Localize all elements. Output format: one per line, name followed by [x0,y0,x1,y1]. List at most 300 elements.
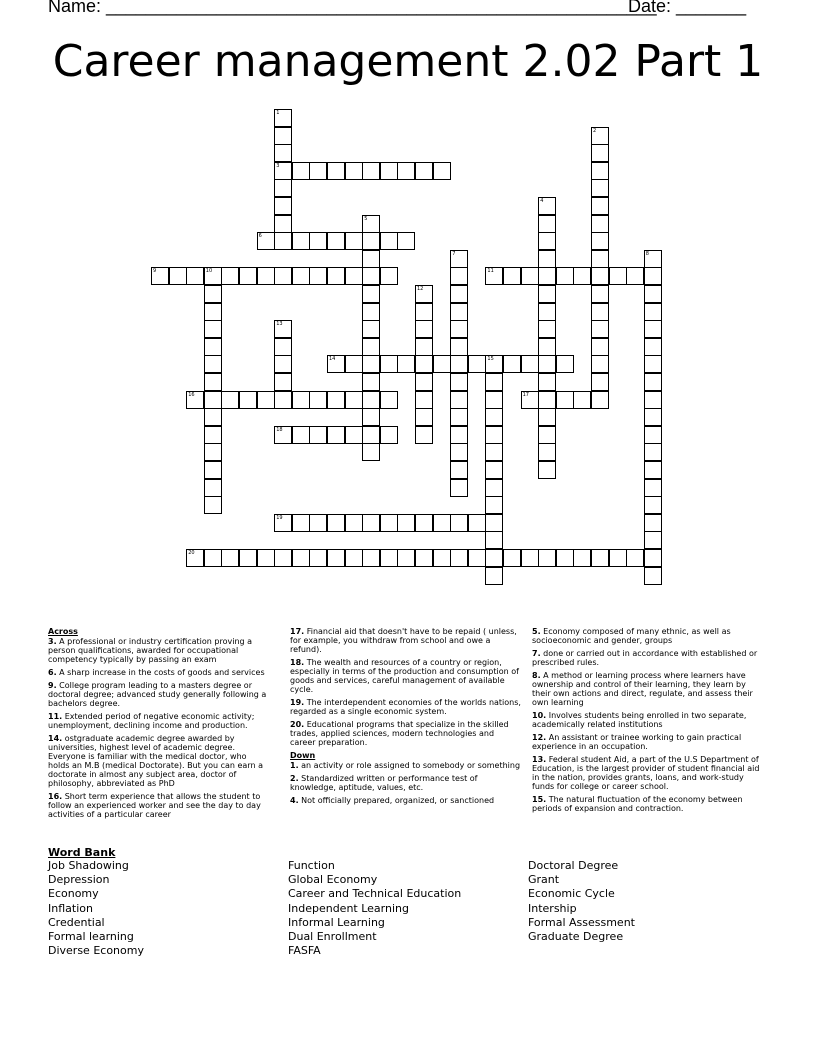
crossword-cell[interactable] [186,391,204,409]
crossword-cell[interactable] [538,338,556,356]
crossword-cell[interactable] [204,391,222,409]
crossword-cell[interactable] [450,461,468,479]
crossword-cell[interactable] [397,162,415,180]
clue-text: The wealth and resources of a country or region, especially in terms of the production and consumption of goods and services, careful management of available cycle. [290,658,519,694]
crossword-cell[interactable] [362,285,380,303]
crossword-cell[interactable] [450,303,468,321]
crossword-cell[interactable] [609,267,627,285]
crossword-cell[interactable] [380,391,398,409]
crossword-cell[interactable] [204,426,222,444]
crossword-cell[interactable] [450,514,468,532]
clue-number-label: 2. [290,774,299,783]
clue-text: Not officially prepared, organized, or sanctioned [298,796,495,805]
crossword-cell[interactable] [204,267,222,285]
crossword-cell[interactable] [538,267,556,285]
crossword-cell[interactable] [274,549,292,567]
crossword-cell[interactable] [221,391,239,409]
crossword-cell[interactable] [309,232,327,250]
crossword-cell[interactable] [186,549,204,567]
clue-number: 11 [487,268,494,275]
crossword-cell[interactable] [538,461,556,479]
crossword-cell[interactable] [450,320,468,338]
crossword-cell[interactable] [485,531,503,549]
crossword-cell[interactable] [644,426,662,444]
crossword-cell[interactable] [644,303,662,321]
crossword-cell[interactable] [521,549,539,567]
crossword-cell[interactable] [362,338,380,356]
word-bank-item: Career and Technical Education [288,887,462,901]
crossword-cell[interactable] [345,232,363,250]
clue-number-label: 8. [532,671,541,680]
clue-item [532,649,764,667]
crossword-cell[interactable] [591,215,609,233]
word-bank-item: Diverse Economy [48,944,144,958]
clue-number-label: 6. [48,668,57,677]
crossword-cell[interactable] [292,426,310,444]
crossword-cell[interactable] [274,179,292,197]
crossword-cell[interactable] [327,232,345,250]
crossword-cell[interactable] [591,391,609,409]
crossword-cell[interactable] [538,285,556,303]
crossword-cell[interactable] [644,338,662,356]
crossword-cell[interactable] [644,531,662,549]
crossword-cell[interactable] [468,514,486,532]
crossword-cell[interactable] [415,320,433,338]
crossword-cell[interactable] [485,496,503,514]
crossword-cell[interactable] [415,549,433,567]
crossword-cell[interactable] [204,479,222,497]
clue-item [532,627,764,645]
crossword-cell[interactable] [644,443,662,461]
crossword-cell[interactable] [204,320,222,338]
crossword-cell[interactable] [309,426,327,444]
crossword-cell[interactable] [538,197,556,215]
crossword-cell[interactable] [169,267,187,285]
crossword-cell[interactable] [591,355,609,373]
crossword-cell[interactable] [345,267,363,285]
crossword-cell[interactable] [644,285,662,303]
crossword-cell[interactable] [397,549,415,567]
crossword-cell[interactable] [204,285,222,303]
crossword-cell[interactable] [591,267,609,285]
word-bank-item: Formal learning [48,930,134,944]
crossword-cell[interactable] [309,267,327,285]
crossword-cell[interactable] [274,391,292,409]
crossword-cell[interactable] [274,267,292,285]
crossword-cell[interactable] [380,514,398,532]
clue-number: 17 [522,391,529,398]
clue-item [290,796,522,805]
crossword-cell[interactable] [556,391,574,409]
crossword-cell[interactable] [345,391,363,409]
crossword-cell[interactable] [415,391,433,409]
crossword-cell[interactable] [362,426,380,444]
crossword-cell[interactable] [538,303,556,321]
clue-item [290,627,522,654]
word-bank-title: Word Bank [48,846,116,859]
crossword-cell[interactable] [644,567,662,585]
clue-text: ostgraduate academic degree awarded by universities, highest level of academic degree. Everyone is familiar with the medical doctor, who holds an M.B (medical Doctorate). But you can earn a doctorate in almost any subject area, doctor of philosophy, abbreviated as PhD [48,734,263,788]
word-bank-item: Credential [48,915,105,929]
crossword-cell[interactable] [591,373,609,391]
crossword-cell[interactable] [292,232,310,250]
clue-text: Short term experience that allows the student to follow an experienced worker and see the day to day activities of a particular career [48,792,261,819]
crossword-cell[interactable] [345,162,363,180]
crossword-cell[interactable] [380,549,398,567]
clue-number-label: 7. [532,649,541,658]
crossword-cell[interactable] [309,162,327,180]
crossword-cell[interactable] [309,514,327,532]
crossword-cell[interactable] [556,355,574,373]
crossword-cell[interactable] [415,514,433,532]
crossword-cell[interactable] [362,549,380,567]
clue-number-label: 13. [532,755,547,764]
crossword-cell[interactable] [433,355,451,373]
crossword-cell[interactable] [204,338,222,356]
crossword-cell[interactable] [450,355,468,373]
crossword-cell[interactable] [345,514,363,532]
crossword-cell[interactable] [450,338,468,356]
clue-item [48,712,270,730]
crossword-cell[interactable] [274,373,292,391]
crossword-cell[interactable] [274,127,292,145]
word-bank-column-2 [288,859,461,958]
name-field-label[interactable]: Name: _______________________________________________________ [48,0,657,16]
clue-text: College program leading to a masters degree or doctoral degree; advanced study generally following a bachelors degree. [48,681,267,708]
crossword-cell[interactable] [204,355,222,373]
crossword-cell[interactable] [221,267,239,285]
clue-item [532,755,764,791]
clue-number: 15 [487,356,494,363]
crossword-cell[interactable] [327,267,345,285]
clue-item [48,637,270,664]
crossword-cell[interactable] [274,109,292,127]
clue-column-1 [48,627,270,823]
crossword-cell[interactable] [274,320,292,338]
crossword-cell[interactable] [362,443,380,461]
clue-number: 9 [153,268,157,275]
crossword-cell[interactable] [609,549,627,567]
crossword-cell[interactable] [204,443,222,461]
crossword-cell[interactable] [257,549,275,567]
crossword-cell[interactable] [485,267,503,285]
crossword-cell[interactable] [485,461,503,479]
crossword-cell[interactable] [415,303,433,321]
crossword-cell[interactable] [644,514,662,532]
clue-number-label: 9. [48,681,57,690]
crossword-cell[interactable] [274,355,292,373]
crossword-cell[interactable] [591,144,609,162]
crossword-cell[interactable] [503,355,521,373]
crossword-cell[interactable] [239,391,257,409]
crossword-cell[interactable] [433,549,451,567]
crossword-cell[interactable] [345,355,363,373]
clue-number: 18 [276,426,283,433]
clue-number: 14 [329,356,336,363]
word-bank-item: Formal Assessment [528,915,635,929]
crossword-cell[interactable] [221,549,239,567]
crossword-cell[interactable] [538,549,556,567]
crossword-cell[interactable] [485,408,503,426]
crossword-cell[interactable] [327,514,345,532]
crossword-cell[interactable] [485,443,503,461]
crossword-cell[interactable] [433,514,451,532]
crossword-cell[interactable] [415,408,433,426]
crossword-cell[interactable] [151,267,169,285]
crossword-cell[interactable] [257,391,275,409]
clue-number: 12 [417,286,424,292]
clue-number-label: 3. [48,637,57,646]
crossword-cell[interactable] [626,267,644,285]
word-bank-column-3 [528,859,635,944]
crossword-cell[interactable] [292,549,310,567]
crossword-cell[interactable] [274,514,292,532]
crossword-cell[interactable] [380,162,398,180]
crossword-cell[interactable] [485,479,503,497]
crossword-cell[interactable] [591,338,609,356]
crossword-cell[interactable] [362,250,380,268]
crossword-cell[interactable] [292,267,310,285]
crossword-cell[interactable] [503,267,521,285]
crossword-cell[interactable] [362,162,380,180]
crossword-cell[interactable] [468,355,486,373]
crossword-cell[interactable] [450,549,468,567]
crossword-cell[interactable] [591,162,609,180]
crossword-cell[interactable] [415,426,433,444]
crossword-cell[interactable] [538,232,556,250]
crossword-cell[interactable] [644,479,662,497]
clue-number: 3 [276,162,280,169]
crossword-cell[interactable] [274,426,292,444]
crossword-cell[interactable] [521,391,539,409]
crossword-cell[interactable] [274,338,292,356]
crossword-cell[interactable] [309,391,327,409]
clue-number-label: 18. [290,658,305,667]
crossword-cell[interactable] [485,567,503,585]
crossword-cell[interactable] [415,285,433,303]
crossword-cell[interactable] [485,426,503,444]
crossword-cell[interactable] [345,426,363,444]
clue-item [48,681,270,708]
crossword-cell[interactable] [538,355,556,373]
clue-item [48,734,270,788]
crossword-cell[interactable] [380,267,398,285]
crossword-cell[interactable] [644,549,662,567]
crossword-cell[interactable] [292,514,310,532]
crossword-cell[interactable] [450,426,468,444]
clue-number: 6 [258,233,262,240]
crossword-cell[interactable] [485,514,503,532]
crossword-cell[interactable] [397,514,415,532]
clue-number-label: 5. [532,627,541,636]
crossword-cell[interactable] [521,355,539,373]
clue-number-label: 14. [48,734,63,743]
crossword-cell[interactable] [204,373,222,391]
crossword-cell[interactable] [573,391,591,409]
crossword-cell[interactable] [415,338,433,356]
crossword-cell[interactable] [415,355,433,373]
word-bank-item: Informal Learning [288,915,385,929]
crossword-cell[interactable] [274,197,292,215]
crossword-cell[interactable] [309,549,327,567]
clue-column-2 [290,627,522,809]
crossword-cell[interactable] [362,355,380,373]
clue-number-label: 10. [532,711,547,720]
crossword-cell[interactable] [204,461,222,479]
crossword-cell[interactable] [257,232,275,250]
crossword-cell[interactable] [415,373,433,391]
date-field-label[interactable]: Date: _______ [628,0,747,16]
crossword-cell[interactable] [538,373,556,391]
crossword-cell[interactable] [644,355,662,373]
crossword-cell[interactable] [327,391,345,409]
crossword-cell[interactable] [591,250,609,268]
crossword-cell[interactable] [591,320,609,338]
crossword-cell[interactable] [362,408,380,426]
crossword-cell[interactable] [362,232,380,250]
crossword-cell[interactable] [591,232,609,250]
clue-text: done or carried out in accordance with established or prescribed rules. [532,649,758,667]
clue-number-label: 11. [48,712,63,721]
clue-number-label: 12. [532,733,547,742]
crossword-cell[interactable] [380,426,398,444]
crossword-cell[interactable] [503,549,521,567]
crossword-cell[interactable] [292,391,310,409]
crossword-cell[interactable] [573,549,591,567]
crossword-cell[interactable] [450,391,468,409]
crossword-cell[interactable] [591,285,609,303]
crossword-cell[interactable] [485,391,503,409]
crossword-cell[interactable] [538,391,556,409]
crossword-cell[interactable] [644,391,662,409]
crossword-cell[interactable] [450,250,468,268]
crossword-cell[interactable] [327,162,345,180]
crossword-cell[interactable] [257,267,275,285]
crossword-cell[interactable] [591,127,609,145]
crossword-cell[interactable] [591,179,609,197]
crossword-cell[interactable] [573,267,591,285]
word-bank-item: Dual Enrollment [288,930,377,944]
crossword-cell[interactable] [397,355,415,373]
clue-text: Standardized written or performance test of knowledge, aptitude, values, etc. [290,774,478,792]
crossword-cell[interactable] [485,373,503,391]
crossword-cell[interactable] [450,443,468,461]
crossword-cell[interactable] [239,549,257,567]
crossword-cell[interactable] [274,144,292,162]
clue-number: 20 [188,550,195,556]
crossword-cell[interactable] [591,549,609,567]
crossword-cell[interactable] [204,549,222,567]
crossword-cell[interactable] [327,549,345,567]
clue-item [290,658,522,694]
crossword-cell[interactable] [292,162,310,180]
crossword-cell[interactable] [450,285,468,303]
crossword-cell[interactable] [538,443,556,461]
crossword-cell[interactable] [239,267,257,285]
crossword-cell[interactable] [538,320,556,338]
clue-number: 1 [276,110,280,116]
crossword-cell[interactable] [362,215,380,233]
crossword-cell[interactable] [485,355,503,373]
clue-item [532,795,764,813]
word-bank-column-1 [48,859,144,958]
crossword-cell[interactable] [485,549,503,567]
crossword-cell[interactable] [644,408,662,426]
crossword-cell[interactable] [538,408,556,426]
clue-text: The natural fluctuation of the economy between periods of expansion and contraction. [532,795,743,813]
crossword-cell[interactable] [644,250,662,268]
crossword-cell[interactable] [362,373,380,391]
crossword-cell[interactable] [345,549,363,567]
clue-text: Extended period of negative economic activity; unemployment, declining income and production. [48,712,255,730]
crossword-cell[interactable] [204,496,222,514]
clue-number-label: 4. [290,796,299,805]
clue-column-3 [532,627,764,817]
crossword-cell[interactable] [362,320,380,338]
crossword-cell[interactable] [521,267,539,285]
crossword-cell[interactable] [274,215,292,233]
word-bank-item: FASFA [288,944,321,958]
clue-item [48,668,270,677]
crossword-cell[interactable] [274,162,292,180]
clue-number-label: 1. [290,761,299,770]
crossword-cell[interactable] [433,162,451,180]
crossword-cell[interactable] [556,549,574,567]
crossword-cell[interactable] [450,373,468,391]
crossword-cell[interactable] [450,267,468,285]
crossword-cell[interactable] [274,232,292,250]
crossword-cell[interactable] [204,303,222,321]
crossword-cell[interactable] [362,267,380,285]
crossword-cell[interactable] [644,267,662,285]
crossword-cell[interactable] [327,355,345,373]
crossword-cell[interactable] [415,162,433,180]
word-bank-item: Depression [48,873,110,887]
crossword-cell[interactable] [644,461,662,479]
crossword-cell[interactable] [327,426,345,444]
clue-number: 10 [205,268,213,275]
crossword-cell[interactable] [450,408,468,426]
crossword-cell[interactable] [538,250,556,268]
crossword-cell[interactable] [204,408,222,426]
crossword-cell[interactable] [380,355,398,373]
clue-item [290,698,522,716]
clue-number: 2 [593,127,597,134]
clue-item [290,774,522,792]
crossword-cell[interactable] [591,197,609,215]
crossword-cell[interactable] [362,303,380,321]
crossword-cell[interactable] [468,549,486,567]
crossword-cell[interactable] [362,514,380,532]
crossword-cell[interactable] [644,320,662,338]
crossword-cell[interactable] [644,496,662,514]
clue-number: 13 [276,321,283,328]
crossword-cell[interactable] [362,391,380,409]
crossword-cell[interactable] [626,549,644,567]
crossword-cell[interactable] [397,232,415,250]
clue-item [290,761,522,770]
word-bank-item: Function [288,859,335,872]
word-bank-item: Job Shadowing [48,859,129,872]
crossword-cell[interactable] [538,426,556,444]
crossword-cell[interactable] [450,479,468,497]
crossword-cell[interactable] [538,215,556,233]
crossword-cell[interactable] [380,232,398,250]
crossword-cell[interactable] [591,303,609,321]
crossword-cell[interactable] [644,373,662,391]
crossword-cell[interactable] [186,267,204,285]
crossword-cell[interactable] [556,267,574,285]
